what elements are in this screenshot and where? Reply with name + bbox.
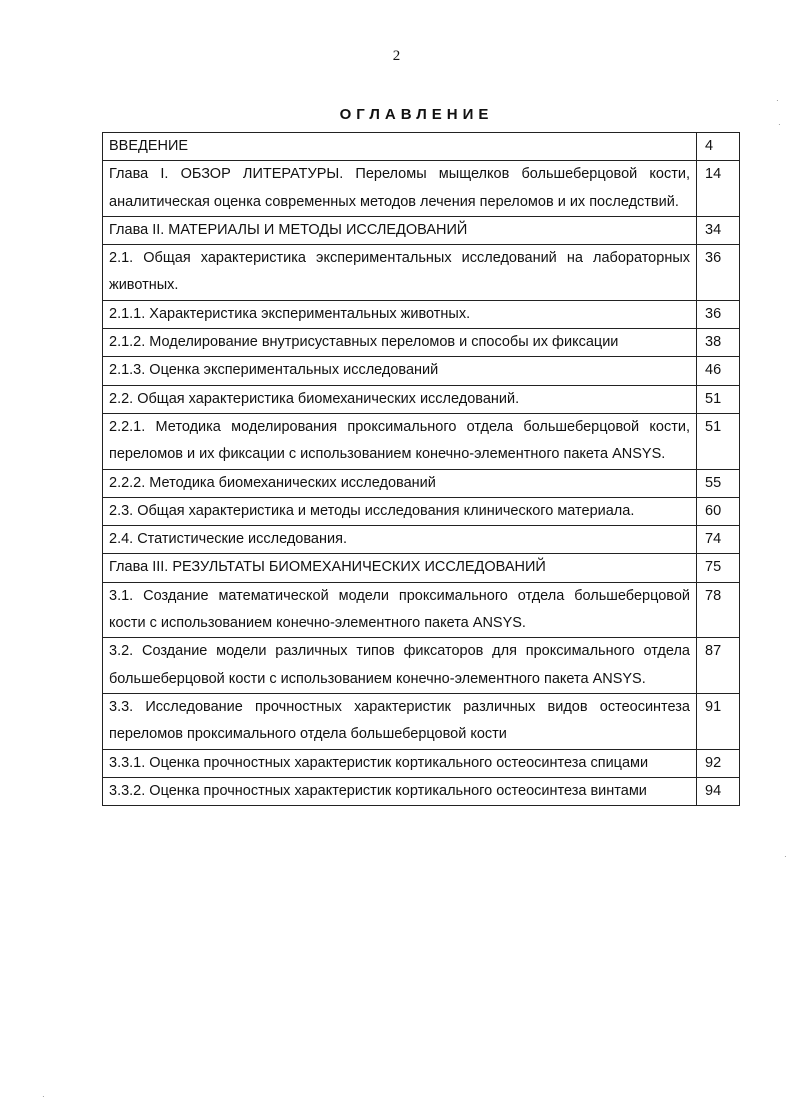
toc-entry-page: 51 bbox=[697, 385, 740, 413]
toc-row bbox=[103, 497, 740, 525]
toc-row bbox=[103, 638, 740, 694]
toc-entry-page: 14 bbox=[697, 161, 740, 217]
toc-entry-text: 2.2.1. Методика моделирования проксимального отдела большеберцовой кости, переломов и их фиксации с использованием конечно-элементного пакета ANSYS. bbox=[103, 413, 697, 469]
toc-entry-page: 74 bbox=[697, 526, 740, 554]
toc-row bbox=[103, 554, 740, 582]
toc-entry-text: 3.3.2. Оценка прочностных характеристик кортикального остеосинтеза винтами bbox=[103, 777, 697, 805]
toc-table bbox=[102, 132, 740, 806]
toc-entry-text: 3.3.1. Оценка прочностных характеристик кортикального остеосинтеза спицами bbox=[103, 749, 697, 777]
toc-entry-page: 75 bbox=[697, 554, 740, 582]
toc-entry-text: 2.1. Общая характеристика экспериментальных исследований на лабораторных животных. bbox=[103, 245, 697, 301]
toc-entry-text: 2.4. Статистические исследования. bbox=[103, 526, 697, 554]
toc-entry-page: 46 bbox=[697, 357, 740, 385]
toc-entry-text: 2.2. Общая характеристика биомеханических исследований. bbox=[103, 385, 697, 413]
toc-entry-text: Глава II. МАТЕРИАЛЫ И МЕТОДЫ ИССЛЕДОВАНИЙ bbox=[103, 216, 697, 244]
toc-entry-page: 94 bbox=[697, 777, 740, 805]
toc-entry-text: 3.3. Исследование прочностных характеристик различных видов остеосинтеза переломов проксимального отдела большеберцовой кости bbox=[103, 693, 697, 749]
toc-row bbox=[103, 216, 740, 244]
toc-entry-page: 60 bbox=[697, 497, 740, 525]
toc-row bbox=[103, 777, 740, 805]
toc-row bbox=[103, 329, 740, 357]
toc-entry-text: 2.1.1. Характеристика экспериментальных животных. bbox=[103, 300, 697, 328]
toc-row bbox=[103, 357, 740, 385]
toc-entry-page: 4 bbox=[697, 133, 740, 161]
toc-row bbox=[103, 526, 740, 554]
toc-row bbox=[103, 300, 740, 328]
toc-entry-text: 2.2.2. Методика биомеханических исследований bbox=[103, 469, 697, 497]
toc-entry-text: 2.1.2. Моделирование внутрисуставных переломов и способы их фиксации bbox=[103, 329, 697, 357]
toc-entry-page: 91 bbox=[697, 693, 740, 749]
toc-entry-text: 2.3. Общая характеристика и методы исследования клинического материала. bbox=[103, 497, 697, 525]
toc-entry-page: 87 bbox=[697, 638, 740, 694]
toc-row bbox=[103, 413, 740, 469]
toc-entry-page: 55 bbox=[697, 469, 740, 497]
toc-entry-page: 36 bbox=[697, 300, 740, 328]
toc-entry-text: 3.1. Создание математической модели проксимального отдела большеберцовой кости с использованием конечно-элементного пакета ANSYS. bbox=[103, 582, 697, 638]
scan-speck: · bbox=[42, 1092, 45, 1101]
toc-entry-text: Глава I. ОБЗОР ЛИТЕРАТУРЫ. Переломы мыщелков большеберцовой кости, аналитическая оценка современных методов лечения переломов и их последствий. bbox=[103, 161, 697, 217]
toc-entry-text: ВВЕДЕНИЕ bbox=[103, 133, 697, 161]
toc-row bbox=[103, 469, 740, 497]
toc-row bbox=[103, 133, 740, 161]
toc-entry-page: 78 bbox=[697, 582, 740, 638]
scan-speck: · bbox=[784, 852, 787, 861]
toc-entry-text: 3.2. Создание модели различных типов фиксаторов для проксимального отдела большеберцовой кости с использованием конечно-элементного пакета ANSYS. bbox=[103, 638, 697, 694]
toc-row bbox=[103, 693, 740, 749]
toc-entry-page: 36 bbox=[697, 245, 740, 301]
toc-row bbox=[103, 582, 740, 638]
toc-row bbox=[103, 245, 740, 301]
page-title: ОГЛАВЛЕНИЕ bbox=[339, 106, 494, 123]
scan-speck: · bbox=[778, 120, 781, 129]
toc-entry-page: 34 bbox=[697, 216, 740, 244]
toc-entry-page: 92 bbox=[697, 749, 740, 777]
toc-entry-text: 2.1.3. Оценка экспериментальных исследований bbox=[103, 357, 697, 385]
toc-entry-text: Глава III. РЕЗУЛЬТАТЫ БИОМЕХАНИЧЕСКИХ ИССЛЕДОВАНИЙ bbox=[103, 554, 697, 582]
toc-row bbox=[103, 385, 740, 413]
toc-entry-page: 51 bbox=[697, 413, 740, 469]
page-number: 2 bbox=[392, 48, 401, 64]
toc-entry-page: 38 bbox=[697, 329, 740, 357]
toc-row bbox=[103, 161, 740, 217]
toc-row bbox=[103, 749, 740, 777]
scan-speck: · bbox=[776, 96, 779, 105]
